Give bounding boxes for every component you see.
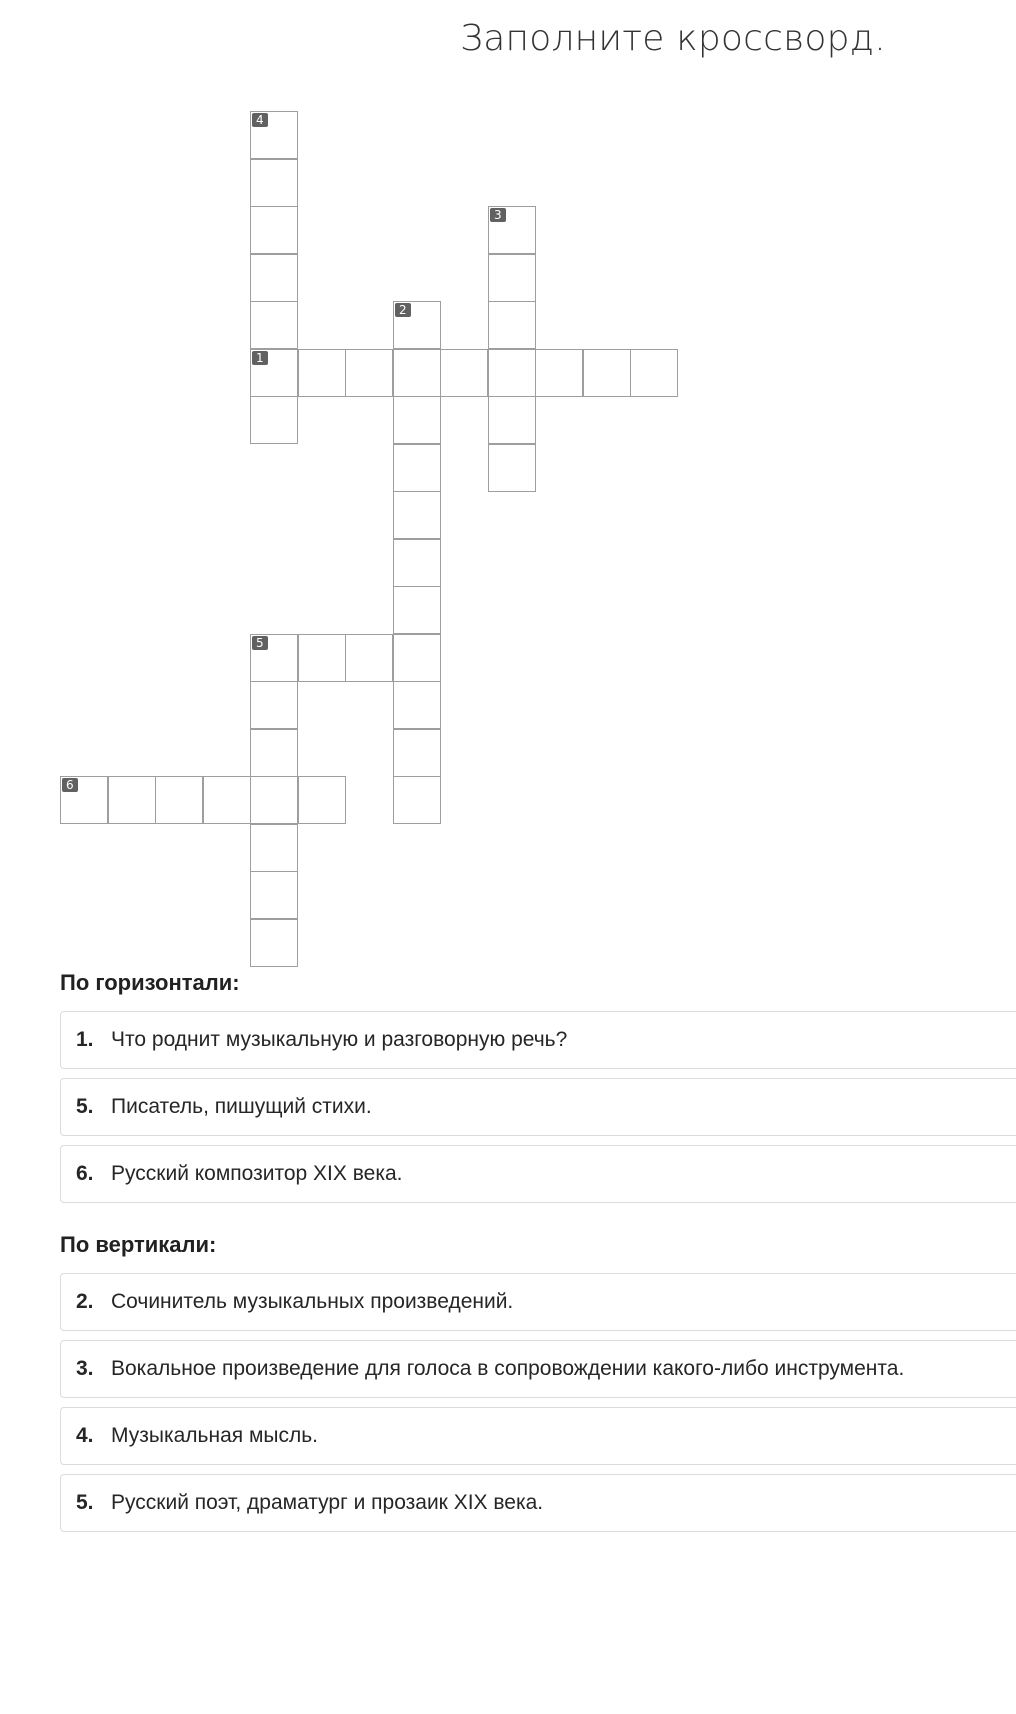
crossword-cell[interactable]: [393, 396, 441, 444]
crossword-cell[interactable]: [440, 349, 488, 397]
crossword-cell[interactable]: [108, 776, 156, 824]
clue-text: Сочинитель музыкальных произведений.: [111, 1290, 514, 1313]
clue-number-badge: 6: [62, 778, 78, 792]
clue-number: 4.: [76, 1424, 94, 1447]
crossword-cell[interactable]: [393, 301, 441, 349]
clue-down-2[interactable]: [60, 1273, 1016, 1331]
crossword-cell[interactable]: [393, 729, 441, 777]
crossword-cell[interactable]: [488, 444, 536, 492]
crossword-cell[interactable]: [155, 776, 203, 824]
crossword-cell[interactable]: [345, 634, 393, 682]
crossword-cell[interactable]: [60, 776, 108, 824]
crossword-cell[interactable]: [630, 349, 678, 397]
crossword-cell[interactable]: [393, 539, 441, 587]
clue-number: 2.: [76, 1290, 94, 1313]
crossword-cell[interactable]: [250, 111, 298, 159]
down-heading: По вертикали:: [60, 1232, 217, 1257]
clue-text: Музыкальная мысль.: [111, 1424, 319, 1447]
crossword-cell[interactable]: [250, 349, 298, 397]
clue-down-4[interactable]: [60, 1407, 1016, 1465]
clue-number-badge: 3: [490, 208, 506, 222]
clue-text: Русский композитор XIX века.: [111, 1162, 403, 1185]
crossword-cell[interactable]: [393, 776, 441, 824]
crossword-cell[interactable]: [298, 634, 346, 682]
clue-across-6[interactable]: [60, 1145, 1016, 1203]
clue-down-5[interactable]: [60, 1474, 1016, 1532]
crossword-cell[interactable]: [250, 824, 298, 872]
clue-number: 3.: [76, 1357, 94, 1380]
crossword-cell[interactable]: [488, 254, 536, 302]
clue-number-badge: 2: [395, 303, 411, 317]
clue-number: 6.: [76, 1162, 94, 1185]
clue-number-badge: 4: [252, 113, 268, 127]
crossword-cell[interactable]: [393, 444, 441, 492]
crossword-cell[interactable]: [250, 396, 298, 444]
clue-text: Русский поэт, драматург и прозаик XIX века.: [111, 1491, 544, 1514]
crossword-cell[interactable]: [393, 491, 441, 539]
across-heading: По горизонтали:: [60, 970, 240, 995]
crossword-cell[interactable]: [393, 349, 441, 397]
crossword-cell[interactable]: [250, 206, 298, 254]
clue-number-badge: 1: [252, 351, 268, 365]
crossword-cell[interactable]: [250, 871, 298, 919]
crossword-cell[interactable]: [488, 396, 536, 444]
crossword-cell[interactable]: [345, 349, 393, 397]
clue-across-1[interactable]: [60, 1011, 1016, 1069]
crossword-cell[interactable]: [250, 729, 298, 777]
crossword-cell[interactable]: [488, 349, 536, 397]
clue-number: 5.: [76, 1095, 94, 1118]
crossword-cell[interactable]: [250, 159, 298, 207]
crossword-cell[interactable]: [488, 206, 536, 254]
clue-text: Писатель, пишущий стихи.: [111, 1095, 372, 1118]
crossword-cell[interactable]: [488, 301, 536, 349]
crossword-cell[interactable]: [250, 634, 298, 682]
crossword-cell[interactable]: [250, 301, 298, 349]
crossword-cell[interactable]: [203, 776, 251, 824]
crossword-cell[interactable]: [250, 919, 298, 967]
crossword-cell[interactable]: [298, 349, 346, 397]
crossword-cell[interactable]: [250, 776, 298, 824]
clue-down-3[interactable]: [60, 1340, 1016, 1398]
clue-across-5[interactable]: [60, 1078, 1016, 1136]
crossword-cell[interactable]: [298, 776, 346, 824]
page-title: Заполните кроссворд.: [460, 18, 886, 59]
crossword-cell[interactable]: [393, 634, 441, 682]
crossword-cell[interactable]: [393, 681, 441, 729]
clue-number: 5.: [76, 1491, 94, 1514]
clue-number-badge: 5: [252, 636, 268, 650]
clue-text: Что роднит музыкальную и разговорную речь?: [111, 1028, 568, 1051]
crossword-cell[interactable]: [250, 681, 298, 729]
clue-text: Вокальное произведение для голоса в сопровождении какого-либо инструмента.: [111, 1357, 905, 1380]
crossword-cell[interactable]: [583, 349, 631, 397]
crossword-cell[interactable]: [393, 586, 441, 634]
crossword-cell[interactable]: [535, 349, 583, 397]
crossword-cell[interactable]: [250, 254, 298, 302]
clue-number: 1.: [76, 1028, 94, 1051]
